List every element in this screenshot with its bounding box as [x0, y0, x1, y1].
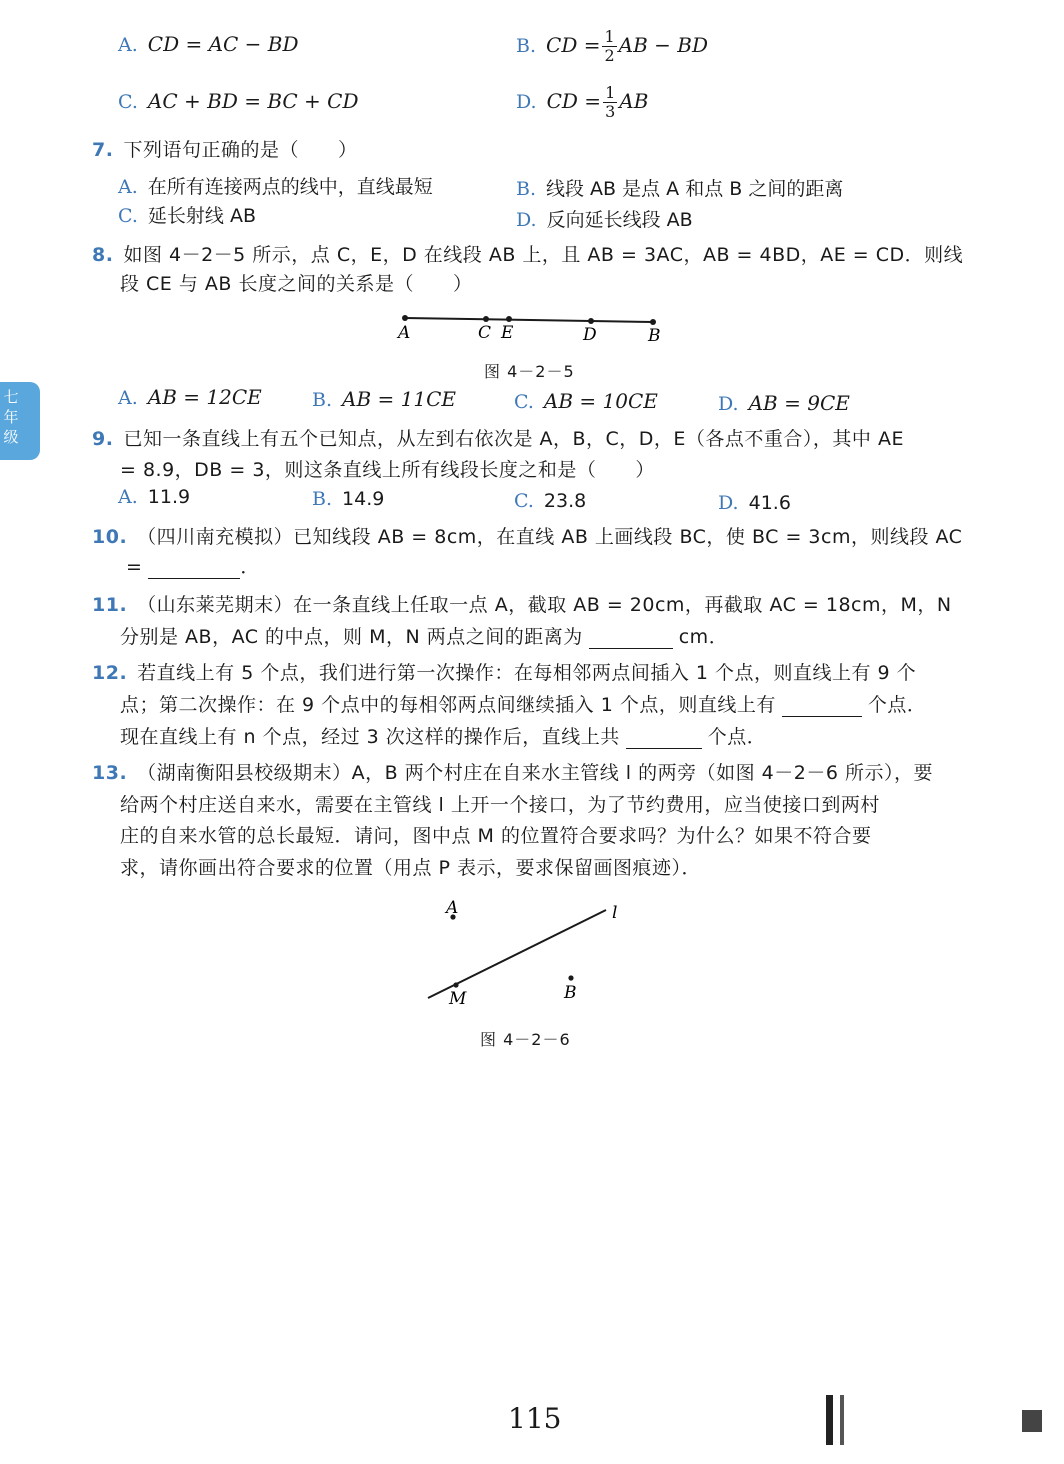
q9-option-b: B. 14.9: [312, 488, 385, 510]
label-b: B: [648, 326, 661, 345]
answer-blank[interactable]: [626, 728, 702, 749]
q9-stem-line1: 9. 已知一条直线上有五个已知点，从左到右依次是 A，B，C，D，E（各点不重合），其中 AE: [92, 428, 904, 450]
q12-stem-line2: 点；第二次操作：在 9 个点中的每相邻两点间继续插入 1 个点，则直线上有 个点．: [120, 694, 927, 716]
q8-option-b: B. AB = 11CE: [312, 387, 456, 411]
q10-stem-line2: = ．: [126, 556, 260, 578]
figure-caption: 图 4－2－5: [484, 362, 575, 381]
fraction: $\frac{1}{2}$: [604, 27, 615, 65]
q9-stem-line2: = 8.9，DB = 3，则这条直线上所有线段长度之和是（ ）: [120, 459, 655, 481]
scan-edge-mark: [1022, 1410, 1042, 1432]
label-a: A: [446, 898, 459, 918]
label-c: C: [478, 323, 492, 343]
q8-option-d: D. AB = 9CE: [718, 391, 850, 415]
point-m: [453, 982, 458, 987]
answer-blank[interactable]: [589, 628, 673, 649]
segment-ab: [405, 318, 653, 322]
q7-option-b: B. 线段 AB 是点 A 和点 B 之间的距离: [516, 178, 844, 200]
label-d: D: [583, 325, 597, 345]
page-number: 115: [508, 1402, 562, 1435]
q12-stem-line3: 现在直线上有 n 个点，经过 3 次这样的操作后，直线上共 个点．: [120, 726, 767, 748]
q6-option-d: D. CD = $\frac{1}{3}$ AB: [516, 83, 649, 121]
q9-option-a: A. 11.9: [118, 486, 191, 508]
point-e: [506, 316, 512, 322]
q11-stem-line1: 11. （山东莱芜期末）在一条直线上任取一点 A，截取 AB = 20cm，再截取 AC = 18cm，M，N: [92, 594, 952, 616]
label-b: B: [564, 983, 577, 1003]
q13-stem-line4: 求，请你画出符合要求的位置（用点 P 表示，要求保留画图痕迹）．: [120, 857, 702, 879]
q7-stem: 7. 下列语句正确的是（ ）: [92, 139, 358, 161]
point-a: [402, 315, 408, 321]
scan-edge-mark: [840, 1395, 844, 1445]
q8-stem-line1: 8. 如图 4－2－5 所示，点 C，E，D 在线段 AB 上，且 AB = 3AC，AB = 4BD，AE = CD．则线: [92, 244, 964, 266]
answer-blank[interactable]: [148, 558, 240, 579]
q13-stem-line2: 给两个村庄送自来水，需要在主管线 l 上开一个接口，为了节约费用，应当使接口到两村: [120, 794, 880, 816]
label-e: E: [501, 323, 514, 343]
q9-option-d: D. 41.6: [718, 492, 791, 514]
q7-option-a: A. 在所有连接两点的线中，直线最短: [118, 176, 433, 198]
figure-4-2-6: [420, 890, 640, 1020]
label-m: M: [449, 989, 467, 1009]
q6-option-c: C. AC + BD = BC + CD: [118, 89, 359, 113]
q6-option-b: B. CD = $\frac{1}{2}$ AB − BD: [516, 27, 709, 65]
q7-option-d: D. 反向延长线段 AB: [516, 209, 693, 231]
q8-option-c: C. AB = 10CE: [514, 389, 658, 413]
q7-option-c: C. 延长射线 AB: [118, 205, 256, 227]
fraction: $\frac{1}{3}$: [605, 83, 616, 121]
grade-tab: 七 年 级: [0, 382, 40, 460]
answer-blank[interactable]: [782, 696, 862, 717]
q10-stem-line1: 10. （四川南充模拟）已知线段 AB = 8cm，在直线 AB 上画线段 BC，使 BC = 3cm，则线段 AC: [92, 526, 963, 548]
point-c: [483, 316, 489, 322]
point-d: [588, 318, 594, 324]
q12-stem-line1: 12. 若直线上有 5 个点，我们进行第一次操作：在每相邻两点间插入 1 个点，则直线上有 9 个: [92, 662, 917, 684]
label-a: A: [398, 323, 411, 343]
q9-option-c: C. 23.8: [514, 490, 587, 512]
label-l: l: [612, 903, 618, 923]
q11-stem-line2: 分别是 AB，AC 的中点，则 M，N 两点之间的距离为 cm．: [120, 626, 729, 648]
q6-option-a: A. CD = AC − BD: [118, 32, 299, 56]
point-b: [650, 319, 656, 325]
q13-stem-line3: 庄的自来水管的总长最短．请问，图中点 M 的位置符合要求吗？为什么？如果不符合要: [120, 825, 872, 847]
scan-edge-mark: [826, 1395, 833, 1445]
figure-caption: 图 4－2－6: [480, 1030, 571, 1049]
q8-stem-line2: 段 CE 与 AB 长度之间的关系是（ ）: [120, 273, 473, 295]
point-b: [568, 975, 573, 980]
figure-4-2-5: [390, 305, 670, 345]
q13-stem-line1: 13. （湖南衡阳县校级期末）A，B 两个村庄在自来水主管线 l 的两旁（如图 4－2－6 所示），要: [92, 762, 933, 784]
q8-option-a: A. AB = 12CE: [118, 385, 262, 409]
